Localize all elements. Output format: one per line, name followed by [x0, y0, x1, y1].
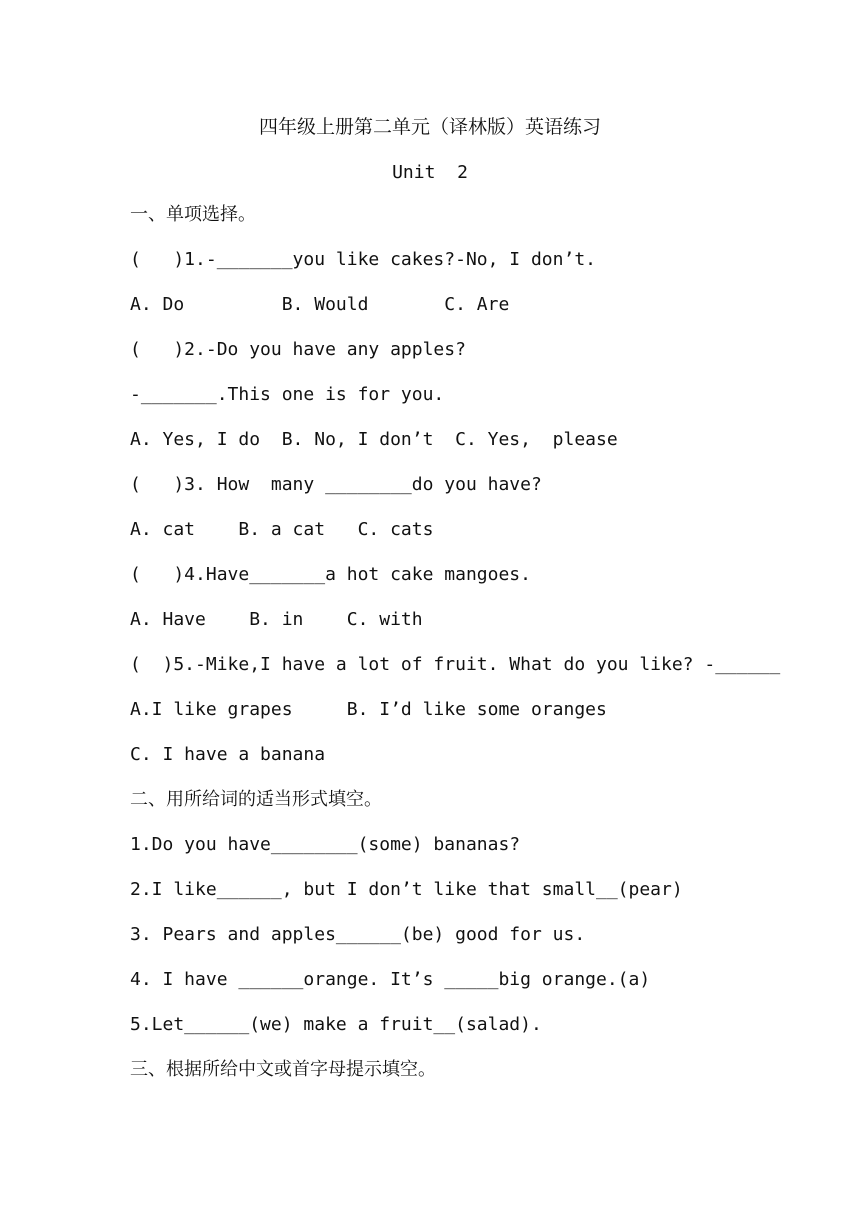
question-5: ( )5.-Mike,I have a lot of fruit. What do you like? -______	[130, 654, 781, 675]
section-heading-3: 三、根据所给中文或首字母提示填空。	[130, 1059, 436, 1080]
options-1: A. Do B. Would C. Are	[130, 294, 510, 315]
section-heading-2: 二、用所给词的适当形式填空。	[130, 789, 382, 810]
fill-item-1: 1.Do you have________(some) bananas?	[130, 834, 521, 855]
options-3: A. cat B. a cat C. cats	[130, 519, 434, 540]
fill-item-2: 2.I like______, but I don’t like that small__(pear)	[130, 879, 683, 900]
section-heading-1: 一、单项选择。	[130, 204, 256, 225]
fill-item-3: 3. Pears and apples______(be) good for us.	[130, 924, 586, 945]
fill-item-5: 5.Let______(we) make a fruit__(salad).	[130, 1014, 542, 1035]
options-5-ab: A.I like grapes B. I’d like some oranges	[130, 699, 607, 720]
question-2-response: -_______.This one is for you.	[130, 384, 445, 405]
options-2: A. Yes, I do B. No, I don’t C. Yes, please	[130, 429, 618, 450]
question-1: ( )1.-_______you like cakes?-No, I don’t.	[130, 249, 596, 270]
options-4: A. Have B. in C. with	[130, 609, 423, 630]
question-3: ( )3. How many ________do you have?	[130, 474, 542, 495]
worksheet-body	[130, 202, 830, 1102]
question-4: ( )4.Have_______a hot cake mangoes.	[130, 564, 531, 585]
fill-item-4: 4. I have ______orange. It’s _____big orange.(a)	[130, 969, 651, 990]
unit-subtitle: Unit 2	[392, 162, 468, 183]
worksheet-title: 四年级上册第二单元（译林版）英语练习	[258, 116, 601, 138]
options-5-c: C. I have a banana	[130, 744, 326, 765]
question-2: ( )2.-Do you have any apples?	[130, 339, 466, 360]
